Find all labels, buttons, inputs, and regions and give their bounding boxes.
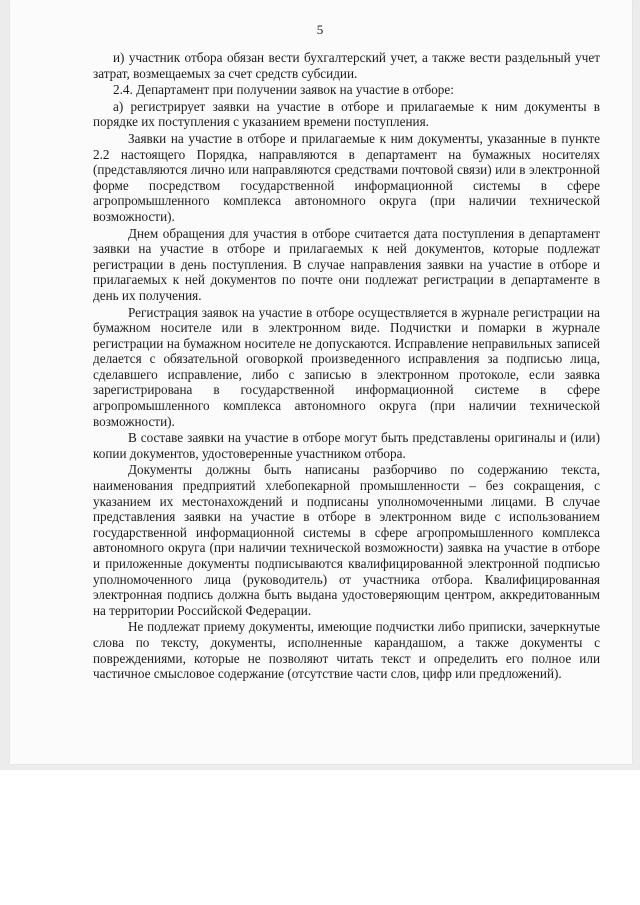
paragraph-originals-copies: В составе заявки на участие в отборе могут быть представлены оригиналы и (или) копии документов, удостоверенные участником отбора. xyxy=(93,430,600,461)
paragraph-subitem-i: и) участник отбора обязан вести бухгалтерский учет, а также вести раздельный учет затрат, возмещаемых за счет средств субсидии. xyxy=(93,50,600,81)
paragraph-registration-journal: Регистрация заявок на участие в отборе осуществляется в журнале регистрации на бумажном носителе или в электронном виде. Подчистки и помарки в журнале регистрации на бумажном носителе не допускаются. Исправление неправильных записей делается с обязательной оговоркой произведенного исправления за подписью лица, сделавшего исправление, либо с записью в электронном протоколе, если заявка зарегистрирована в государственной информационной системе в сфере агропромышленного комплекса автономного округа (при наличии технической возможности). xyxy=(93,304,600,429)
paragraph-submission-methods: Заявки на участие в отборе и прилагаемые к ним документы, указанные в пункте 2.2 настоящего Порядка, направляются в департамент на бумажных носителях (представляются лично или направляются средствами почтовой связи) или в электронной форме посредством государственной информационной системы в сфере агропромышленного комплекса автономного округа (при наличии технической возможности). xyxy=(93,130,600,224)
paragraph-document-requirements: Документы должны быть написаны разборчиво по содержанию текста, наименования предприятий хлебопекарной промышленности – без сокращения, с указанием их местонахождений и подписаны уполномоченными лицами. В случае представления заявки на участие в отборе в электронном виде с использованием государственной информационной системы в сфере агропромышленного комплекса автономного округа (при наличии технической возможности) заявка на участие в отборе и приложенные документы подписываются квалифицированной электронной подписью уполномоченного лица (руководитель) от участника отбора. Квалифицированная электронная подпись должна быть выдана удостоверяющим центром, аккредитованным на территории Российской Федерации. xyxy=(93,462,600,618)
page-number: 5 xyxy=(316,22,324,37)
paragraph-section-2-4: 2.4. Департамент при получении заявок на участие в отборе: xyxy=(113,82,454,98)
paragraph-application-date: Днем обращения для участия в отборе считается дата поступления в департамент заявки на участие в отборе и прилагаемых к ней документов, которые подлежат регистрации в день поступления. В случае направления заявки на участие в отборе и прилагаемых к ней документов по почте они подлежат регистрации в департаменте в день их получения. xyxy=(93,225,600,303)
paragraph-rejection-grounds: Не подлежат приему документы, имеющие подчистки либо приписки, зачеркнутые слова по тексту, документы, исполненные карандашом, а также документы с повреждениями, которые не позволяют читать текст и определить его полное или частичное смысловое содержание (отсутствие части слов, цифр или предложений). xyxy=(93,619,600,682)
document-body xyxy=(93,50,600,683)
paragraph-subitem-a: а) регистрирует заявки на участие в отборе и прилагаемые к ним документы в порядке их поступления с указанием времени поступления. xyxy=(93,98,600,130)
